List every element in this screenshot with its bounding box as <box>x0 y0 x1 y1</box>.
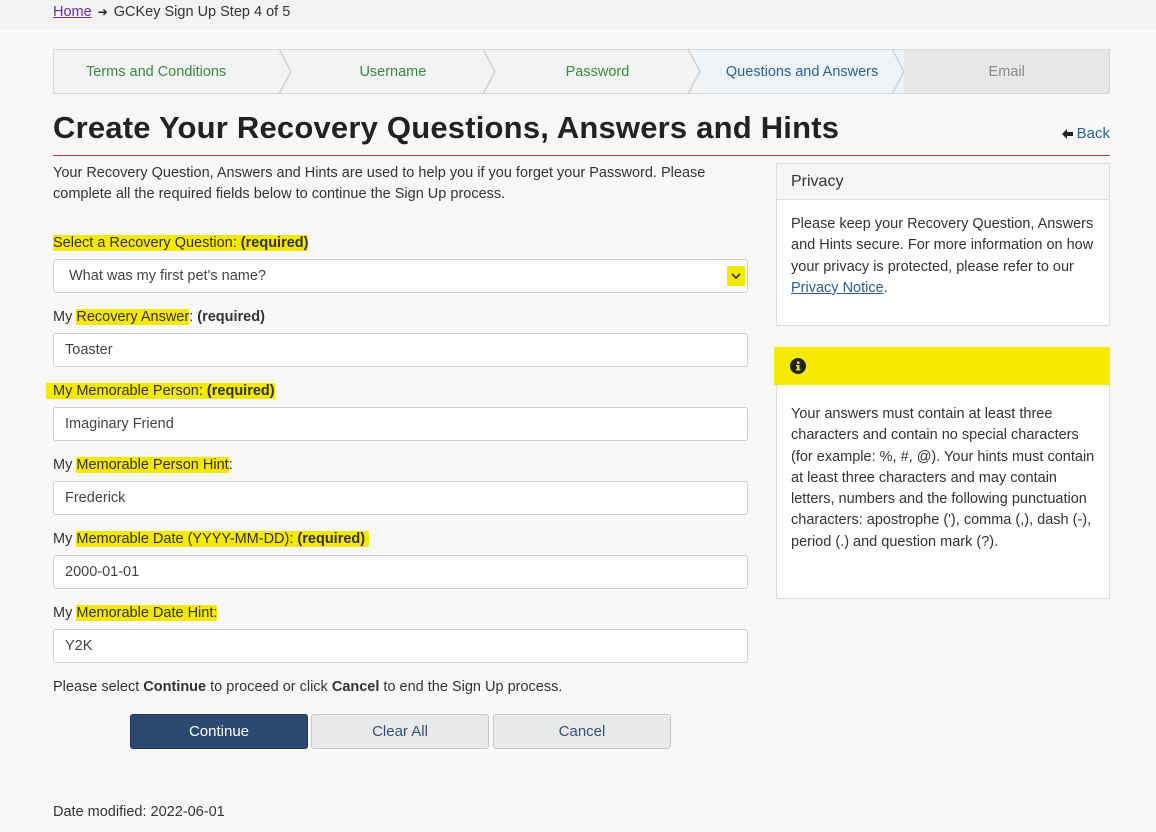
memorable-date-input[interactable] <box>53 555 748 589</box>
arrow-right-icon: ➔ <box>97 5 108 19</box>
chevron-right-icon <box>483 49 507 94</box>
memorable-person-input[interactable] <box>53 407 748 441</box>
memorable-person-hint-label: My Memorable Person Hint: <box>53 457 233 473</box>
panel-body: Please keep your Recovery Question, Answers and Hints secure. For more information on how your privacy is protected, please refer to our Privacy Notice. <box>791 216 1094 296</box>
step-label: Email <box>988 63 1025 80</box>
breadcrumb-current: GCKey Sign Up Step 4 of 5 <box>113 4 291 20</box>
panel-title: Privacy <box>777 164 1109 200</box>
recovery-question-select[interactable] <box>53 259 748 293</box>
label-prefix: My <box>53 531 73 547</box>
step-terms <box>54 50 291 93</box>
step-label: Username <box>359 63 427 80</box>
step-password <box>495 50 700 93</box>
memorable-person-hint-input[interactable] <box>53 481 748 515</box>
progress-steps <box>53 49 1110 94</box>
breadcrumb <box>53 4 290 20</box>
label-highlight <box>53 235 308 251</box>
recovery-answer-label: My Recovery Answer: (required) <box>53 309 265 325</box>
recovery-answer-input[interactable] <box>53 333 748 367</box>
label-prefix: My <box>53 309 73 325</box>
recovery-question-label <box>53 235 308 251</box>
input-value: Frederick <box>65 490 126 506</box>
info-text: Your answers must contain at least three characters and contain no special characters (for example: %, #, @). Your hints must contain at least three characters and may contain letters, numbers and the following punctuation characters: apostrophe ('), comma (,), dash (-), period (.) and question mark (?). <box>791 406 1095 550</box>
chevron-right-icon <box>279 49 303 94</box>
label-prefix: My <box>53 457 73 473</box>
privacy-text: Please keep your Recovery Question, Answers and Hints secure. For more information on how your privacy is protected, please refer to our <box>791 216 1094 275</box>
step-email <box>904 50 1109 93</box>
cancel-button[interactable]: Cancel <box>493 714 671 749</box>
privacy-notice-link[interactable]: Privacy Notice <box>791 279 884 296</box>
instructions-text: Please select Continue to proceed or click Cancel to end the Sign Up process. <box>53 679 563 695</box>
memorable-date-hint-input[interactable] <box>53 629 748 663</box>
chevron-right-icon <box>688 49 712 94</box>
input-value: Y2K <box>65 638 93 654</box>
arrow-left-icon <box>1062 129 1073 139</box>
label-text: My Memorable Person: <box>53 383 203 399</box>
chevron-right-icon <box>892 49 916 94</box>
required-marker: (required) <box>197 309 265 325</box>
chevron-down-icon <box>727 266 745 286</box>
label-text: Memorable Date Hint: <box>76 605 218 621</box>
step-label: Terms and Conditions <box>86 63 227 80</box>
input-value: Toaster <box>65 342 113 358</box>
step-label: Questions and Answers <box>725 63 879 80</box>
memorable-date-label <box>53 531 369 547</box>
clear-all-button[interactable]: Clear All <box>311 714 489 749</box>
privacy-panel <box>776 163 1110 326</box>
label-highlight <box>76 531 369 547</box>
back-link[interactable] <box>1062 125 1110 142</box>
input-value: 2000-01-01 <box>65 564 140 580</box>
label-highlight <box>46 383 275 399</box>
breadcrumb-home-link[interactable]: Home <box>53 4 92 20</box>
label-text: Memorable Person Hint <box>76 457 229 473</box>
input-value: Imaginary Friend <box>65 416 174 432</box>
info-panel-header <box>774 347 1110 385</box>
label-text: Memorable Date (YYYY-MM-DD): <box>76 531 294 547</box>
intro-text: Your Recovery Question, Answers and Hints are used to help you if you forget your Password. Please complete all the required fields below to continue the Sign Up process. <box>53 165 706 202</box>
info-circle-icon <box>790 358 806 374</box>
page-title: Create Your Recovery Questions, Answers and Hints <box>53 110 840 145</box>
info-panel <box>776 383 1110 599</box>
date-modified: Date modified: 2022-06-01 <box>53 804 225 820</box>
label-prefix: My <box>53 605 73 621</box>
select-value: What was my first pet's name? <box>69 268 266 284</box>
step-username <box>291 50 496 93</box>
required-marker: (required) <box>206 383 275 399</box>
label-text: Recovery Answer <box>76 309 190 325</box>
continue-button[interactable]: Continue <box>130 714 308 749</box>
label-text: Select a Recovery Question: <box>53 235 237 251</box>
memorable-person-label <box>46 383 275 399</box>
memorable-date-hint-label <box>53 605 217 621</box>
back-label: Back <box>1076 125 1110 142</box>
required-marker: (required) <box>240 235 309 251</box>
title-rule <box>53 155 1110 156</box>
step-questions <box>700 50 905 93</box>
step-label: Password <box>565 63 630 80</box>
required-marker: (required) <box>297 531 366 547</box>
